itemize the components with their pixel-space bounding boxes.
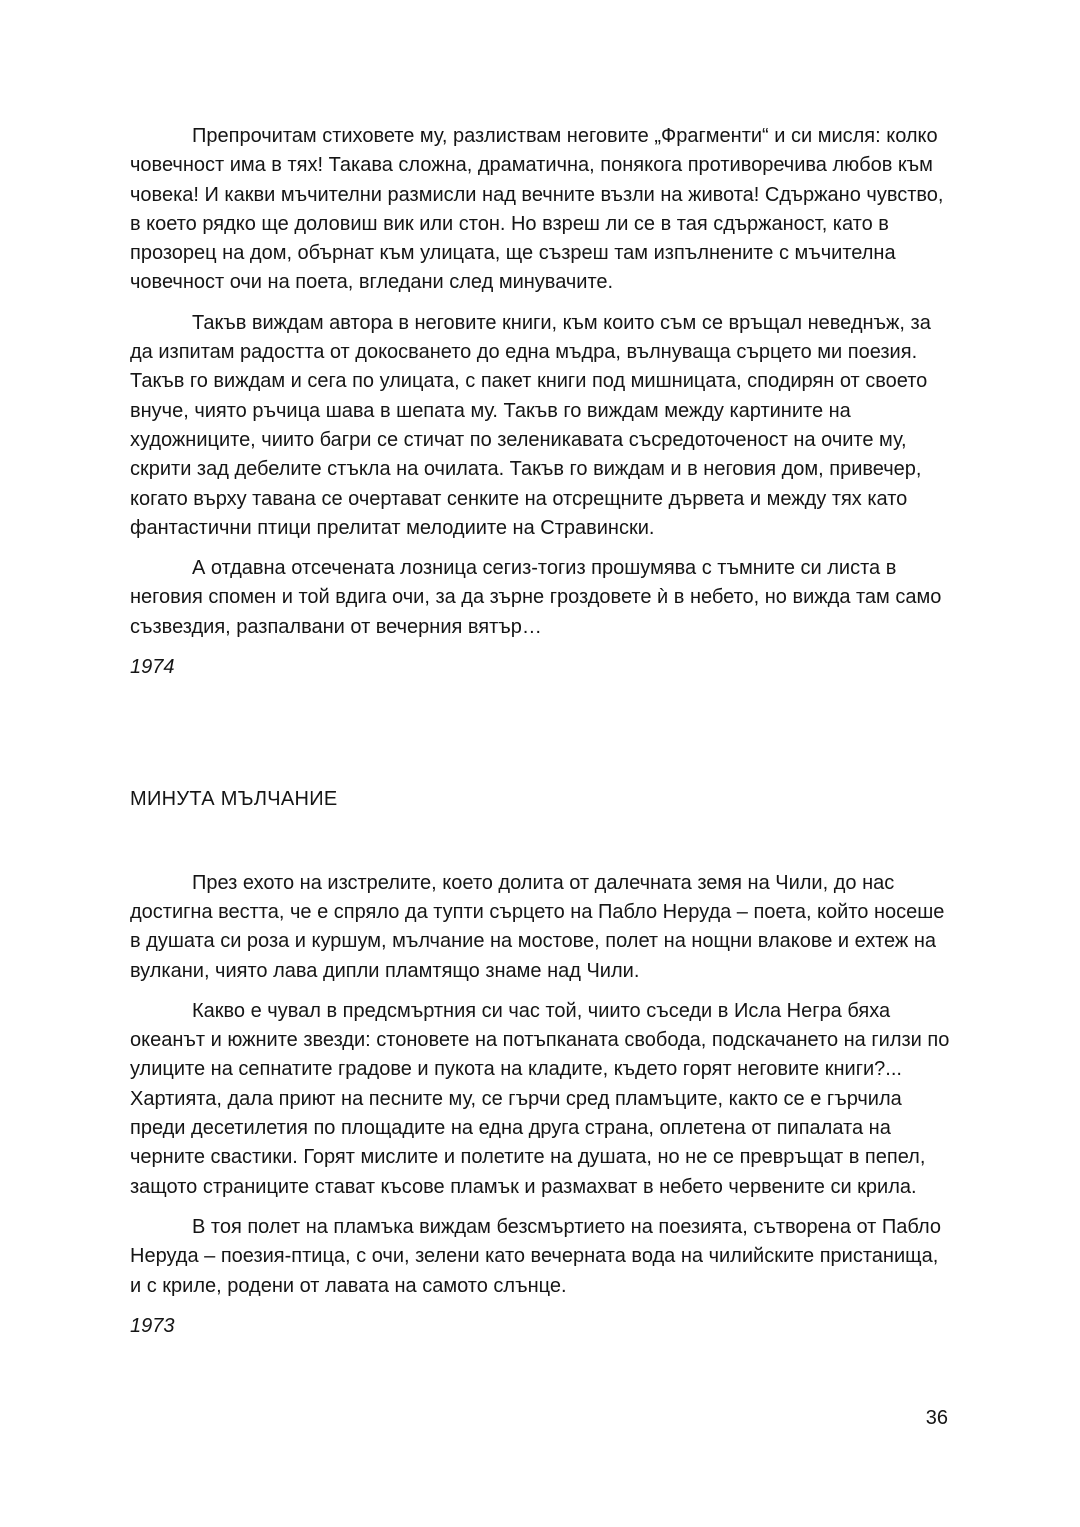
paragraph: В тоя полет на пламъка виждам безсмъртието на поезията, сътворена от Пабло Неруда – поезия-птица, с очи, зелени като вечерната вода на чилийските пристанища, и с криле, родени от лавата на самото слънце. xyxy=(130,1215,941,1297)
essay-title: МИНУТА МЪЛЧАНИЕ xyxy=(130,788,338,811)
essay-section-2 xyxy=(130,785,950,1341)
text-block xyxy=(130,122,950,1341)
year-label: 1974 xyxy=(130,656,175,679)
page-number: 36 xyxy=(925,1407,948,1429)
paragraph: Какво е чувал в предсмъртния си час той, чиито съседи в Исла Негра бяха океанът и южните звезди: стоновете на потъпканата свобода, подскачането на гилзи по улиците на сепнатите градове и пукота на кладите, където горят неговите книги?... Хартията, дала приют на песните му, се гърчи сред пламъците, както се е гърчила преди десетилетия по площадите на една друга страна, оплетена от пипалата на черните свастики. Горят мислите и полетите на душата, но не се превръщат в пепел, защото страниците стават късове пламък и размахват в небето червените си крила. xyxy=(130,999,950,1198)
paragraph: Препрочитам стиховете му, разлиствам неговите „Фрагменти“ и си мисля: колко човечност има в тях! Такава сложна, драматична, понякога противоречива любов към човека! И какви мъчителни размисли над вечните възли на живота! Сдържано чувство, в което рядко ще доловиш вик или стон. Но взреш ли се в тая сдържаност, като в прозорец на дом, обърнат към улицата, ще съзреш там изпълнените с мъчителна човечност очи на поета, вгледани след минувачите. xyxy=(130,125,944,294)
year-label: 1973 xyxy=(130,1314,175,1337)
paragraph: А отдавна отсечената лозница сегиз-тогиз прошумява с тъмните си листа в неговия спомен и той вдига очи, за да зърне гроздовете ѝ в небето, но вижда там само съзвездия, разпалвани от вечерния вятър… xyxy=(130,557,942,638)
paragraph: Такъв виждам автора в неговите книги, към които съм се връщал неведнъж, за да изпитам радостта от докосването до една мъдра, вълнуваща сърцето ми поезия. Такъв го виждам и сега по улицата, с пакет книги под мишницата, сподирян от своето внуче, чиято ръчица шава в шепата му. Такъв го виждам между картините на художниците, чиито багри се стичат по зеленикавата съсредоточеност на очите му, скрити зад дебелите стъкла на очилата. Такъв го виждам и в неговия дом, привечер, когато върху тавана се очертават сенките на отсрещните дървета и между тях като фантастични птици прелитат мелодиите на Стравински. xyxy=(130,311,931,539)
essay-section-1 xyxy=(130,122,950,682)
paragraph: През ехото на изстрелите, което долита от далечната земя на Чили, до нас достигна вестта, че е спряло да тупти сърцето на Пабло Неруда – поета, който носеше в душата си роза и куршум, мълчание на мостове, полет на нощни влакове и ехтеж на вулкани, чиято лава дипли пламтящо знаме над Чили. xyxy=(130,871,945,982)
